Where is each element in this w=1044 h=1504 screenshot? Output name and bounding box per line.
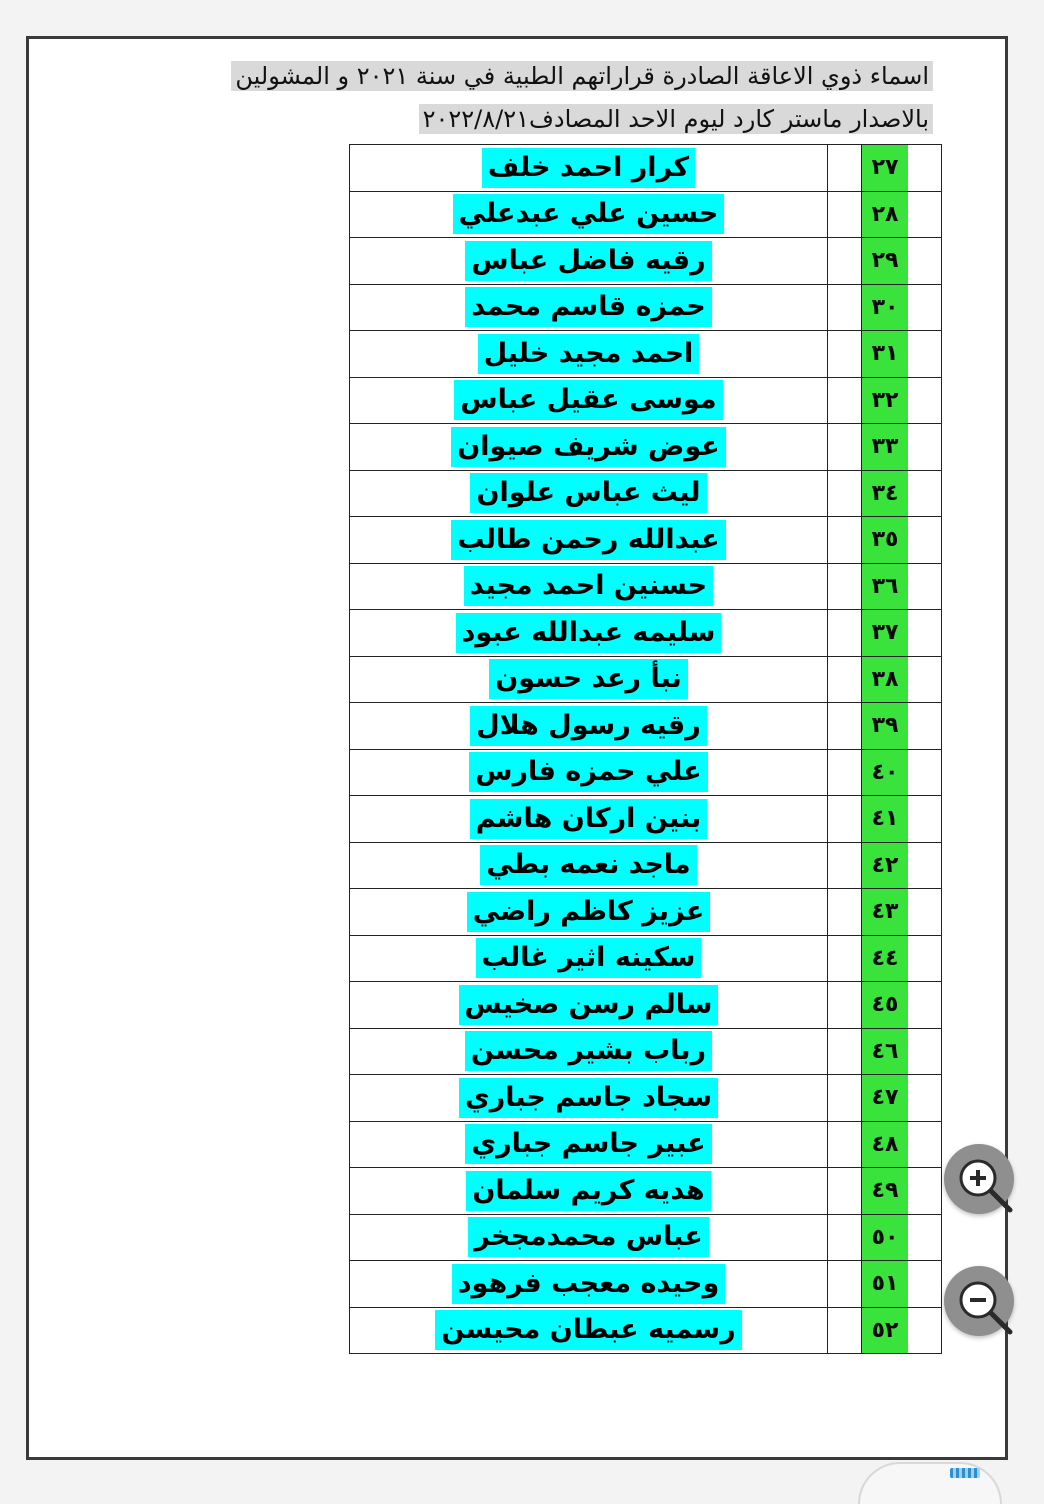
empty-cell [828,145,862,192]
number-cell [862,842,942,889]
number-cell [862,1214,942,1261]
name-cell [350,889,828,936]
person-name: حمزه قاسم محمد [465,287,712,327]
name-cell [350,703,828,750]
row-number: ٢٨ [862,192,908,238]
names-table [349,144,942,1354]
row-number: ٢٩ [862,238,908,284]
name-cell [350,470,828,517]
number-cell [862,1261,942,1308]
name-cell [350,1168,828,1215]
table-row [350,191,942,238]
empty-cell [828,796,862,843]
row-number: ٤٥ [862,982,908,1028]
empty-cell [828,889,862,936]
table-row [350,1028,942,1075]
name-cell [350,1121,828,1168]
document-page [26,36,1008,1460]
number-cell [862,1307,942,1354]
table-row [350,982,942,1029]
name-cell [350,563,828,610]
person-name: بنين اركان هاشم [470,799,708,839]
person-name: عبير جاسم جباري [465,1124,711,1164]
number-cell [862,749,942,796]
number-cell [862,935,942,982]
number-cell [862,191,942,238]
person-name: سليمه عبدالله عبود [456,613,722,653]
name-cell [350,1261,828,1308]
empty-cell [828,1307,862,1354]
person-name: رقيه فاضل عباس [465,241,711,281]
zoom-in-icon [944,1144,1034,1234]
row-number: ٣٥ [862,517,908,563]
name-cell [350,377,828,424]
person-name: عباس محمدمجخر [468,1217,709,1257]
number-cell [862,238,942,285]
person-name: رقيه رسول هلال [470,706,707,746]
row-number: ٥٠ [862,1215,908,1261]
person-name: حسنين احمد مجيد [464,566,713,606]
row-number: ٣٣ [862,424,908,470]
name-cell [350,238,828,285]
zoom-out-icon [944,1266,1034,1356]
number-cell [862,982,942,1029]
person-name: احمد مجيد خليل [478,334,700,374]
row-number: ٣١ [862,331,908,377]
name-cell [350,935,828,982]
person-name: عزيز كاظم راضي [467,892,711,932]
zoom-in-button[interactable] [944,1144,1014,1214]
row-number: ٤٧ [862,1075,908,1121]
row-number: ٤٣ [862,889,908,935]
name-cell [350,517,828,564]
number-cell [862,563,942,610]
table-row [350,1121,942,1168]
empty-cell [828,191,862,238]
logo-mark-icon [950,1468,980,1478]
empty-cell [828,1028,862,1075]
name-cell [350,1307,828,1354]
table-row [350,1214,942,1261]
empty-cell [828,470,862,517]
empty-cell [828,284,862,331]
person-name: عوض شريف صيوان [451,427,725,467]
table-row [350,1261,942,1308]
name-cell [350,1214,828,1261]
table-row [350,563,942,610]
row-number: ٤٩ [862,1168,908,1214]
table-row [350,935,942,982]
row-number: ٣٢ [862,378,908,424]
person-name: علي حمزه فارس [469,752,708,792]
name-cell [350,1028,828,1075]
empty-cell [828,935,862,982]
table-row [350,1168,942,1215]
number-cell [862,145,942,192]
number-cell [862,1028,942,1075]
row-number: ٥٢ [862,1308,908,1354]
table-row [350,796,942,843]
person-name: رباب بشير محسن [465,1031,712,1071]
person-name: ليث عباس علوان [470,473,706,513]
row-number: ٢٧ [862,145,908,191]
empty-cell [828,1075,862,1122]
empty-cell [828,703,862,750]
person-name: هديه كريم سلمان [466,1171,710,1211]
table-row [350,610,942,657]
empty-cell [828,1168,862,1215]
table-row [350,284,942,331]
empty-cell [828,563,862,610]
table-row [350,377,942,424]
empty-cell [828,749,862,796]
table-row [350,1075,942,1122]
name-cell [350,284,828,331]
name-cell [350,656,828,703]
row-number: ٣٨ [862,657,908,703]
name-cell [350,749,828,796]
name-cell [350,1075,828,1122]
empty-cell [828,982,862,1029]
table-row [350,889,942,936]
row-number: ٤٢ [862,843,908,889]
number-cell [862,517,942,564]
person-name: سكينه اثير غالب [476,938,702,978]
table-row [350,424,942,471]
person-name: موسى عقيل عباس [454,380,722,420]
number-cell [862,1121,942,1168]
name-cell [350,796,828,843]
empty-cell [828,424,862,471]
person-name: عبدالله رحمن طالب [451,520,725,560]
zoom-out-button[interactable] [944,1266,1014,1336]
number-cell [862,610,942,657]
row-number: ٣٩ [862,703,908,749]
number-cell [862,284,942,331]
number-cell [862,1168,942,1215]
number-cell [862,470,942,517]
row-number: ٥١ [862,1261,908,1307]
empty-cell [828,331,862,378]
row-number: ٤١ [862,796,908,842]
number-cell [862,331,942,378]
table-row [350,656,942,703]
table-row [350,145,942,192]
name-cell [350,145,828,192]
table-row [350,749,942,796]
table-row [350,1307,942,1354]
person-name: نبأ رعد حسون [489,659,688,699]
number-cell [862,889,942,936]
number-cell [862,656,942,703]
table-row [350,517,942,564]
number-cell [862,377,942,424]
table-row [350,331,942,378]
empty-cell [828,656,862,703]
empty-cell [828,238,862,285]
row-number: ٣٦ [862,564,908,610]
person-name: كرار احمد خلف [482,148,695,188]
person-name: ماجد نعمه بطي [480,845,696,885]
number-cell [862,1075,942,1122]
name-cell [350,424,828,471]
row-number: ٣٧ [862,610,908,656]
row-number: ٣٤ [862,471,908,517]
empty-cell [828,1121,862,1168]
row-number: ٤٦ [862,1029,908,1075]
row-number: ٤٨ [862,1122,908,1168]
table-row [350,842,942,889]
document-title-line-2: بالاصدار ماستر كارد ليوم الاحد المصادف٢٠٢٢/٨/٢١ [419,104,933,134]
row-number: ٣٠ [862,285,908,331]
name-cell [350,982,828,1029]
empty-cell [828,1214,862,1261]
empty-cell [828,610,862,657]
number-cell [862,703,942,750]
person-name: سالم رسن صخيس [459,985,719,1025]
empty-cell [828,1261,862,1308]
watermark-logo [858,1462,1002,1504]
table-row [350,470,942,517]
document-title-line-1: اسماء ذوي الاعاقة الصادرة قراراتهم الطبية في سنة ٢٠٢١ و المشولين [231,61,933,91]
name-cell [350,191,828,238]
person-name: حسين علي عبدعلي [453,194,725,234]
table-row [350,238,942,285]
empty-cell [828,377,862,424]
person-name: سجاد جاسم جباري [459,1078,718,1118]
name-cell [350,842,828,889]
name-cell [350,610,828,657]
number-cell [862,796,942,843]
empty-cell [828,517,862,564]
row-number: ٤٤ [862,936,908,982]
name-cell [350,331,828,378]
table-row [350,703,942,750]
person-name: وحيده معجب فرهود [452,1264,726,1304]
number-cell [862,424,942,471]
empty-cell [828,842,862,889]
person-name: رسميه عبطان محيسن [435,1310,741,1350]
row-number: ٤٠ [862,750,908,796]
